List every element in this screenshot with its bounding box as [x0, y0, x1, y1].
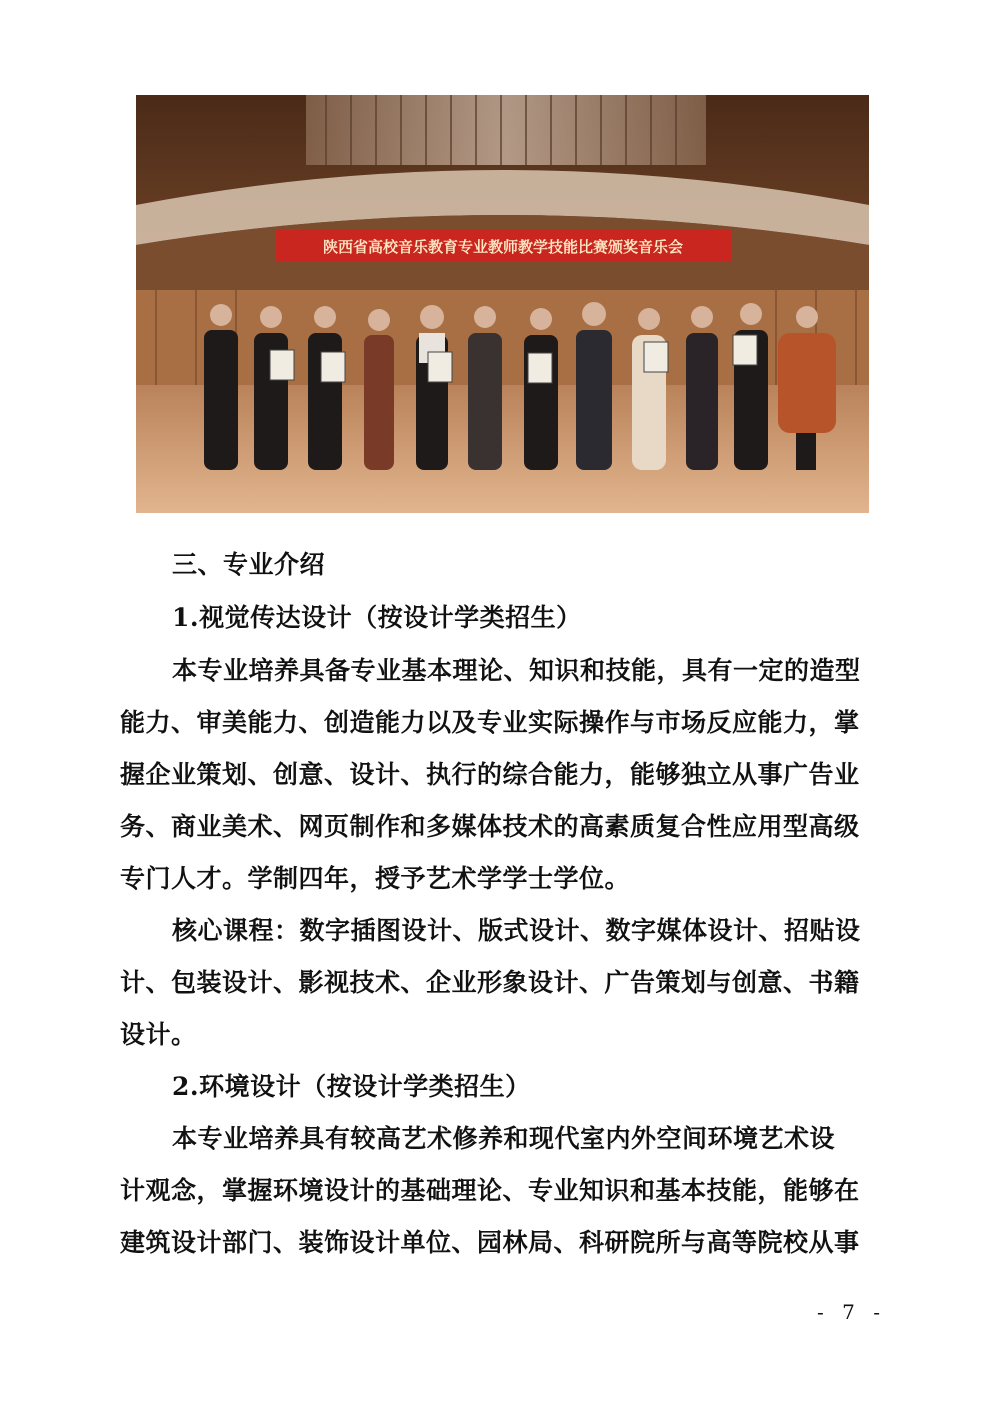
major1-courses-line: 计、包装设计、影视技术、企业形象设计、广告策划与创意、书籍 — [120, 968, 860, 997]
major2-desc-line: 计观念，掌握环境设计的基础理论、专业知识和基本技能，能够在 — [120, 1176, 860, 1205]
major1-desc-line: 本专业培养具备专业基本理论、知识和技能，具有一定的造型 — [172, 656, 861, 685]
major1-courses-line: 设计。 — [120, 1020, 197, 1049]
section-heading: 三、专业介绍 — [172, 550, 326, 579]
award-ceremony-photo — [136, 95, 869, 513]
major1-desc-line: 务、商业美术、网页制作和多媒体技术的高素质复合性应用型高级 — [120, 812, 860, 841]
major2-desc-line: 本专业培养具有较高艺术修养和现代室内外空间环境艺术设 — [172, 1124, 836, 1153]
major2-title: 2.环境设计（按设计学类招生） — [172, 1072, 531, 1101]
banner-text: 陕西省高校音乐教育专业教师教学技能比赛颁奖音乐会 — [322, 238, 684, 256]
page-number: - 7 - — [817, 1300, 886, 1324]
major1-desc-line: 握企业策划、创意、设计、执行的综合能力，能够独立从事广告业 — [120, 760, 860, 789]
photo-illustration — [136, 95, 869, 513]
major2-desc-line: 建筑设计部门、装饰设计单位、园林局、科研院所与高等院校从事 — [120, 1228, 860, 1257]
major1-desc-line: 专门人才。学制四年，授予艺术学学士学位。 — [120, 864, 631, 893]
major1-courses-line: 核心课程：数字插图设计、版式设计、数字媒体设计、招贴设 — [172, 916, 861, 945]
major1-desc-line: 能力、审美能力、创造能力以及专业实际操作与市场反应能力，掌 — [120, 708, 860, 737]
major1-title: 1.视觉传达设计（按设计学类招生） — [172, 603, 582, 632]
